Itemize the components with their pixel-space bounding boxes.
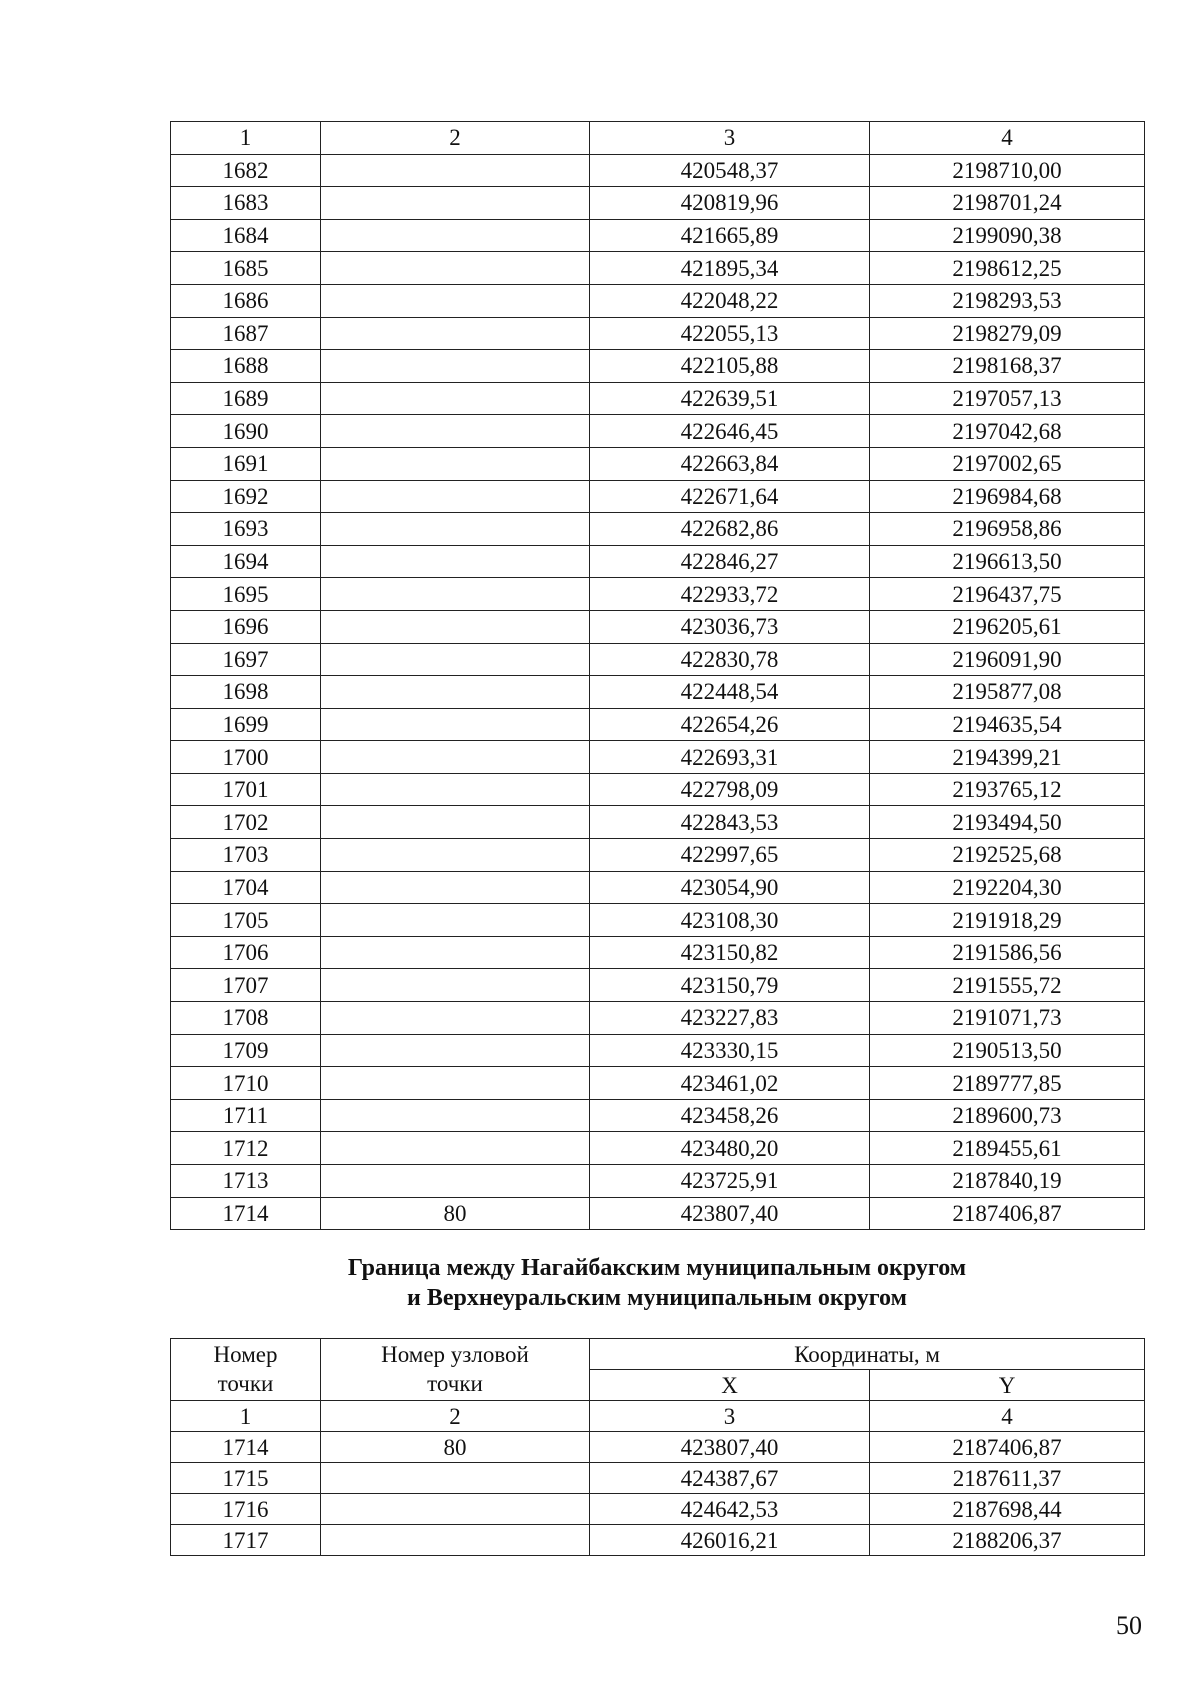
point-number-cell: 1698 bbox=[171, 676, 321, 709]
column-number-cell: 2 bbox=[321, 122, 590, 155]
node-number-cell bbox=[321, 871, 590, 904]
x-coordinate-cell: 422646,45 bbox=[590, 415, 870, 448]
y-coordinate-cell: 2195877,08 bbox=[870, 676, 1145, 709]
column-number-cell: 4 bbox=[870, 1401, 1145, 1432]
point-number-cell: 1717 bbox=[171, 1525, 321, 1556]
x-coordinate-cell: 423036,73 bbox=[590, 610, 870, 643]
header-point-number: Номер точки bbox=[171, 1339, 321, 1401]
table-row bbox=[171, 1132, 1145, 1165]
x-coordinate-cell: 422055,13 bbox=[590, 317, 870, 350]
point-number-cell: 1699 bbox=[171, 708, 321, 741]
column-number-row bbox=[171, 122, 1145, 155]
point-number-cell: 1705 bbox=[171, 904, 321, 937]
table-row bbox=[171, 676, 1145, 709]
table-row bbox=[171, 284, 1145, 317]
x-coordinate-cell: 423807,40 bbox=[590, 1432, 870, 1463]
node-number-cell bbox=[321, 839, 590, 872]
point-number-cell: 1713 bbox=[171, 1165, 321, 1198]
table-row bbox=[171, 936, 1145, 969]
x-coordinate-cell: 422693,31 bbox=[590, 741, 870, 774]
point-number-cell: 1701 bbox=[171, 773, 321, 806]
x-coordinate-cell: 422654,26 bbox=[590, 708, 870, 741]
table-row bbox=[171, 1525, 1145, 1556]
node-number-cell bbox=[321, 415, 590, 448]
table-row bbox=[171, 969, 1145, 1002]
node-number-cell: 80 bbox=[321, 1432, 590, 1463]
node-number-cell bbox=[321, 741, 590, 774]
node-number-cell bbox=[321, 676, 590, 709]
y-coordinate-cell: 2198293,53 bbox=[870, 284, 1145, 317]
x-coordinate-cell: 422830,78 bbox=[590, 643, 870, 676]
x-coordinate-cell: 424387,67 bbox=[590, 1463, 870, 1494]
node-number-cell bbox=[321, 317, 590, 350]
node-number-cell bbox=[321, 480, 590, 513]
y-coordinate-cell: 2197042,68 bbox=[870, 415, 1145, 448]
x-coordinate-cell: 422663,84 bbox=[590, 447, 870, 480]
column-number-row bbox=[171, 1401, 1145, 1432]
x-coordinate-cell: 422843,53 bbox=[590, 806, 870, 839]
x-coordinate-cell: 423227,83 bbox=[590, 1002, 870, 1035]
table-row bbox=[171, 1067, 1145, 1100]
column-number-cell: 1 bbox=[171, 1401, 321, 1432]
y-coordinate-cell: 2192525,68 bbox=[870, 839, 1145, 872]
y-coordinate-cell: 2189777,85 bbox=[870, 1067, 1145, 1100]
y-coordinate-cell: 2190513,50 bbox=[870, 1034, 1145, 1067]
x-coordinate-cell: 420548,37 bbox=[590, 154, 870, 187]
node-number-cell bbox=[321, 382, 590, 415]
column-number-cell: 3 bbox=[590, 122, 870, 155]
point-number-cell: 1694 bbox=[171, 545, 321, 578]
table-row bbox=[171, 252, 1145, 285]
table-row bbox=[171, 806, 1145, 839]
table-row bbox=[171, 871, 1145, 904]
y-coordinate-cell: 2198701,24 bbox=[870, 187, 1145, 220]
x-coordinate-cell: 423108,30 bbox=[590, 904, 870, 937]
boundary-points-table bbox=[170, 121, 1145, 1230]
y-coordinate-cell: 2198612,25 bbox=[870, 252, 1145, 285]
table-row bbox=[171, 480, 1145, 513]
point-number-cell: 1709 bbox=[171, 1034, 321, 1067]
x-coordinate-cell: 423461,02 bbox=[590, 1067, 870, 1100]
table-row bbox=[171, 1002, 1145, 1035]
table-row bbox=[171, 1165, 1145, 1198]
table-row bbox=[171, 350, 1145, 383]
node-number-cell bbox=[321, 284, 590, 317]
y-coordinate-cell: 2198279,09 bbox=[870, 317, 1145, 350]
y-coordinate-cell: 2196958,86 bbox=[870, 513, 1145, 546]
point-number-cell: 1683 bbox=[171, 187, 321, 220]
point-number-cell: 1689 bbox=[171, 382, 321, 415]
table-row bbox=[171, 904, 1145, 937]
table-row bbox=[171, 219, 1145, 252]
node-number-cell bbox=[321, 1002, 590, 1035]
column-number-cell: 1 bbox=[171, 122, 321, 155]
y-coordinate-cell: 2187840,19 bbox=[870, 1165, 1145, 1198]
x-coordinate-cell: 422682,86 bbox=[590, 513, 870, 546]
table-row bbox=[171, 447, 1145, 480]
y-coordinate-cell: 2187406,87 bbox=[870, 1197, 1145, 1230]
table-body bbox=[171, 1339, 1145, 1556]
node-number-cell bbox=[321, 1165, 590, 1198]
x-coordinate-cell: 422639,51 bbox=[590, 382, 870, 415]
node-number-cell bbox=[321, 1067, 590, 1100]
y-coordinate-cell: 2197002,65 bbox=[870, 447, 1145, 480]
node-number-cell bbox=[321, 252, 590, 285]
node-number-cell bbox=[321, 806, 590, 839]
point-number-cell: 1695 bbox=[171, 578, 321, 611]
column-number-cell: 4 bbox=[870, 122, 1145, 155]
point-number-cell: 1697 bbox=[171, 643, 321, 676]
point-number-cell: 1711 bbox=[171, 1099, 321, 1132]
x-coordinate-cell: 424642,53 bbox=[590, 1494, 870, 1525]
x-coordinate-cell: 422997,65 bbox=[590, 839, 870, 872]
x-coordinate-cell: 421895,34 bbox=[590, 252, 870, 285]
node-number-cell: 80 bbox=[321, 1197, 590, 1230]
table-row bbox=[171, 741, 1145, 774]
x-coordinate-cell: 423807,40 bbox=[590, 1197, 870, 1230]
point-number-cell: 1700 bbox=[171, 741, 321, 774]
point-number-cell: 1716 bbox=[171, 1494, 321, 1525]
y-coordinate-cell: 2191071,73 bbox=[870, 1002, 1145, 1035]
y-coordinate-cell: 2194635,54 bbox=[870, 708, 1145, 741]
y-coordinate-cell: 2192204,30 bbox=[870, 871, 1145, 904]
point-number-cell: 1715 bbox=[171, 1463, 321, 1494]
section-title-line-1: Граница между Нагайбакским муниципальным округом bbox=[347, 1255, 967, 1281]
x-coordinate-cell: 421665,89 bbox=[590, 219, 870, 252]
y-coordinate-cell: 2191586,56 bbox=[870, 936, 1145, 969]
x-coordinate-cell: 423150,79 bbox=[590, 969, 870, 1002]
table-row bbox=[171, 415, 1145, 448]
point-number-cell: 1708 bbox=[171, 1002, 321, 1035]
table-row bbox=[171, 154, 1145, 187]
node-number-cell bbox=[321, 578, 590, 611]
y-coordinate-cell: 2199090,38 bbox=[870, 219, 1145, 252]
y-coordinate-cell: 2198168,37 bbox=[870, 350, 1145, 383]
node-number-cell bbox=[321, 447, 590, 480]
table-row bbox=[171, 773, 1145, 806]
node-number-cell bbox=[321, 1034, 590, 1067]
x-coordinate-cell: 423725,91 bbox=[590, 1165, 870, 1198]
node-number-cell bbox=[321, 350, 590, 383]
y-coordinate-cell: 2196613,50 bbox=[870, 545, 1145, 578]
table-row bbox=[171, 1099, 1145, 1132]
point-number-cell: 1685 bbox=[171, 252, 321, 285]
x-coordinate-cell: 422933,72 bbox=[590, 578, 870, 611]
node-number-cell bbox=[321, 219, 590, 252]
node-number-cell bbox=[321, 1463, 590, 1494]
point-number-cell: 1712 bbox=[171, 1132, 321, 1165]
x-coordinate-cell: 423480,20 bbox=[590, 1132, 870, 1165]
x-coordinate-cell: 422798,09 bbox=[590, 773, 870, 806]
table-row bbox=[171, 643, 1145, 676]
y-coordinate-cell: 2187698,44 bbox=[870, 1494, 1145, 1525]
y-coordinate-cell: 2196437,75 bbox=[870, 578, 1145, 611]
node-number-cell bbox=[321, 904, 590, 937]
table-row bbox=[171, 1463, 1145, 1494]
point-number-cell: 1690 bbox=[171, 415, 321, 448]
section-title-line-2: и Верхнеуральским муниципальным округом bbox=[407, 1285, 907, 1311]
y-coordinate-cell: 2197057,13 bbox=[870, 382, 1145, 415]
node-number-cell bbox=[321, 1525, 590, 1556]
table-row bbox=[171, 545, 1145, 578]
point-number-cell: 1703 bbox=[171, 839, 321, 872]
x-coordinate-cell: 422048,22 bbox=[590, 284, 870, 317]
y-coordinate-cell: 2193765,12 bbox=[870, 773, 1145, 806]
point-number-cell: 1707 bbox=[171, 969, 321, 1002]
y-coordinate-cell: 2187406,87 bbox=[870, 1432, 1145, 1463]
table-row bbox=[171, 513, 1145, 546]
header-node-number: Номер узловой точки bbox=[321, 1339, 590, 1401]
table-row bbox=[171, 1494, 1145, 1525]
point-number-cell: 1687 bbox=[171, 317, 321, 350]
header-x: X bbox=[590, 1370, 870, 1401]
y-coordinate-cell: 2189600,73 bbox=[870, 1099, 1145, 1132]
point-number-cell: 1691 bbox=[171, 447, 321, 480]
y-coordinate-cell: 2187611,37 bbox=[870, 1463, 1145, 1494]
y-coordinate-cell: 2196091,90 bbox=[870, 643, 1145, 676]
table-row bbox=[171, 708, 1145, 741]
node-number-cell bbox=[321, 513, 590, 546]
x-coordinate-cell: 423458,26 bbox=[590, 1099, 870, 1132]
x-coordinate-cell: 426016,21 bbox=[590, 1525, 870, 1556]
table-row bbox=[171, 1197, 1145, 1230]
table-row bbox=[171, 1034, 1145, 1067]
x-coordinate-cell: 423054,90 bbox=[590, 871, 870, 904]
node-number-cell bbox=[321, 969, 590, 1002]
table-row bbox=[171, 578, 1145, 611]
page-number: 50 bbox=[1116, 1611, 1142, 1640]
column-number-cell: 2 bbox=[321, 1401, 590, 1432]
node-number-cell bbox=[321, 708, 590, 741]
y-coordinate-cell: 2196984,68 bbox=[870, 480, 1145, 513]
node-number-cell bbox=[321, 773, 590, 806]
y-coordinate-cell: 2193494,50 bbox=[870, 806, 1145, 839]
node-number-cell bbox=[321, 1494, 590, 1525]
x-coordinate-cell: 423330,15 bbox=[590, 1034, 870, 1067]
node-number-cell bbox=[321, 187, 590, 220]
y-coordinate-cell: 2188206,37 bbox=[870, 1525, 1145, 1556]
table-row bbox=[171, 187, 1145, 220]
y-coordinate-cell: 2191918,29 bbox=[870, 904, 1145, 937]
point-number-cell: 1714 bbox=[171, 1197, 321, 1230]
header-y: Y bbox=[870, 1370, 1145, 1401]
y-coordinate-cell: 2194399,21 bbox=[870, 741, 1145, 774]
header-row bbox=[171, 1339, 1145, 1370]
point-number-cell: 1710 bbox=[171, 1067, 321, 1100]
y-coordinate-cell: 2198710,00 bbox=[870, 154, 1145, 187]
x-coordinate-cell: 422448,54 bbox=[590, 676, 870, 709]
point-number-cell: 1702 bbox=[171, 806, 321, 839]
table-row bbox=[171, 610, 1145, 643]
node-number-cell bbox=[321, 1132, 590, 1165]
table-row bbox=[171, 382, 1145, 415]
node-number-cell bbox=[321, 545, 590, 578]
point-number-cell: 1688 bbox=[171, 350, 321, 383]
x-coordinate-cell: 423150,82 bbox=[590, 936, 870, 969]
y-coordinate-cell: 2191555,72 bbox=[870, 969, 1145, 1002]
x-coordinate-cell: 422846,27 bbox=[590, 545, 870, 578]
table-row bbox=[171, 1432, 1145, 1463]
y-coordinate-cell: 2189455,61 bbox=[870, 1132, 1145, 1165]
table-row bbox=[171, 317, 1145, 350]
x-coordinate-cell: 422105,88 bbox=[590, 350, 870, 383]
point-number-cell: 1686 bbox=[171, 284, 321, 317]
node-number-cell bbox=[321, 936, 590, 969]
x-coordinate-cell: 420819,96 bbox=[590, 187, 870, 220]
point-number-cell: 1706 bbox=[171, 936, 321, 969]
boundary-points-table-2 bbox=[170, 1338, 1145, 1556]
x-coordinate-cell: 422671,64 bbox=[590, 480, 870, 513]
table-body bbox=[171, 122, 1145, 1230]
node-number-cell bbox=[321, 643, 590, 676]
point-number-cell: 1714 bbox=[171, 1432, 321, 1463]
node-number-cell bbox=[321, 610, 590, 643]
point-number-cell: 1692 bbox=[171, 480, 321, 513]
point-number-cell: 1693 bbox=[171, 513, 321, 546]
table-row bbox=[171, 839, 1145, 872]
node-number-cell bbox=[321, 154, 590, 187]
y-coordinate-cell: 2196205,61 bbox=[870, 610, 1145, 643]
point-number-cell: 1696 bbox=[171, 610, 321, 643]
point-number-cell: 1682 bbox=[171, 154, 321, 187]
column-number-cell: 3 bbox=[590, 1401, 870, 1432]
node-number-cell bbox=[321, 1099, 590, 1132]
point-number-cell: 1704 bbox=[171, 871, 321, 904]
point-number-cell: 1684 bbox=[171, 219, 321, 252]
header-coordinates: Координаты, м bbox=[590, 1339, 1145, 1370]
